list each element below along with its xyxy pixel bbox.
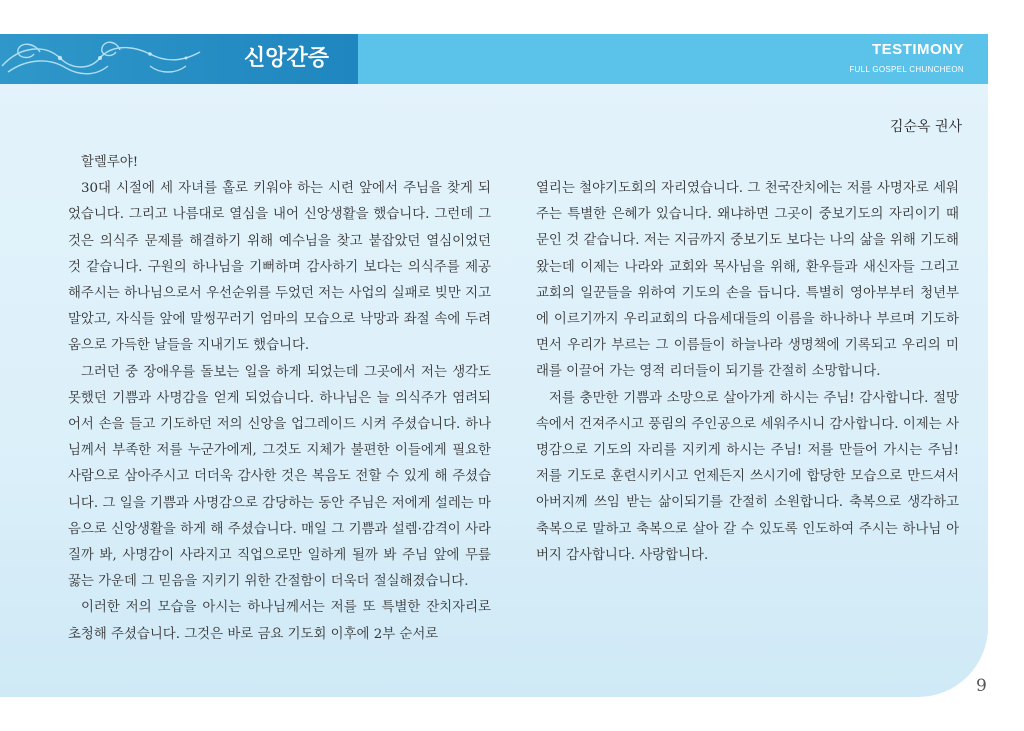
article-column-right (536, 176, 959, 569)
paragraph: 할렐루야! (81, 155, 139, 170)
paragraph: 열리는 철야기도회의 자리였습니다. 그 천국잔치에는 저를 사명자로 세워주는 특별한 은혜가 있습니다. 왜냐하면 그곳이 중보기도의 자리이기 때문인 것 같습니다. 저는 지금까지 중보기도 보다는 나의 삶을 위해 기도해 왔는데 이제는 나라와 교회와 목사님을 위해, 환우들과 새신자들 그리고 교회의 일꾼들을 위하여 기도의 손을 듭니다. 특별히 영아부부터 청년부에 이르기까지 우리교회의 다음세대들의 이름을 하나하나 부르며 기도하면서 우리가 부르는 그 이름들이 하늘나라 생명책에 기록되고 우리의 미래를 이끌어 가는 영적 리더들이 되기를 간절히 소망합니다. (536, 181, 959, 380)
page-number: 9 (976, 676, 987, 696)
section-title: 신앙간증 (244, 46, 330, 71)
swirl-ornament-icon (0, 36, 205, 82)
paragraph: 이러한 저의 모습을 아시는 하나님께서는 저를 또 특별한 잔치자리로 초청해 주셨습니다. 그것은 바로 금요 기도회 이후에 2부 순서로 (68, 600, 491, 642)
paragraph: 저를 충만한 기쁨과 소망으로 살아가게 하시는 주님! 감사합니다. 절망 속에서 건져주시고 풍림의 주인공으로 세워주시니 감사합니다. 이제는 사명감으로 기도의 자리를 지키게 하시는 주님! 저를 만들어 가시는 주님! 저를 기도로 훈련시키시고 언제든지 쓰시기에 합당한 모습으로 만드셔서 아버지께 쓰임 받는 삶이되기를 간절히 소원합니다. 축복으로 생각하고 축복으로 말하고 축복으로 살아 갈 수 있도록 인도하여 주시는 하나님 아버지 감사합니다. 사랑합니다. (536, 390, 959, 563)
section-title-english: TESTIMONY (871, 41, 964, 58)
church-name: FULL GOSPEL CHUNCHEON (849, 65, 964, 74)
article-column-left (68, 150, 491, 648)
paragraph: 그러던 중 장애우를 돌보는 일을 하게 되었는데 그곳에서 저는 생각도 못했던 기쁨과 사명감을 얻게 되었습니다. 하나님은 늘 의식주가 염려되어서 손을 들고 기도하던 저의 신앙을 업그레이드 시켜 주셨습니다. 하나님께서 부족한 저를 누군가에게, 그것도 지체가 불편한 이들에게 필요한 사람으로 삼아주시고 더더욱 감사한 것은 복음도 전할 수 있게 해 주셨습니다. 그 일을 기쁨과 사명감으로 감당하는 동안 주님은 저에게 설레는 마음으로 신앙생활을 하게 해 주셨습니다. 매일 그 기쁨과 설렘·감격이 사라질까 봐, 사명감이 사라지고 직업으로만 일하게 될까 봐 주님 앞에 무릎 꿇는 가운데 그 믿음을 지키기 위한 간절함이 더욱더 절실해졌습니다. (68, 364, 491, 590)
paragraph: 30대 시절에 세 자녀를 홀로 키워야 하는 시련 앞에서 주님을 찾게 되었습니다. 그리고 나름대로 열심을 내어 신앙생활을 했습니다. 그런데 그것은 의식주 문제를 해결하기 위해 예수님을 찾고 붙잡았던 열심이었던 것 같습니다. 구원의 하나님을 기뻐하며 감사하기 보다는 의식주를 제공해주시는 하나님으로서 우선순위를 두었던 저는 사업의 실패로 빚만 지고 말았고, 자식들 앞에 말썽꾸러기 엄마의 모습으로 낙망과 좌절 속에 두려움으로 가득한 날들을 지내기도 했습니다. (68, 181, 491, 354)
author-name: 김순옥 권사 (889, 119, 962, 135)
